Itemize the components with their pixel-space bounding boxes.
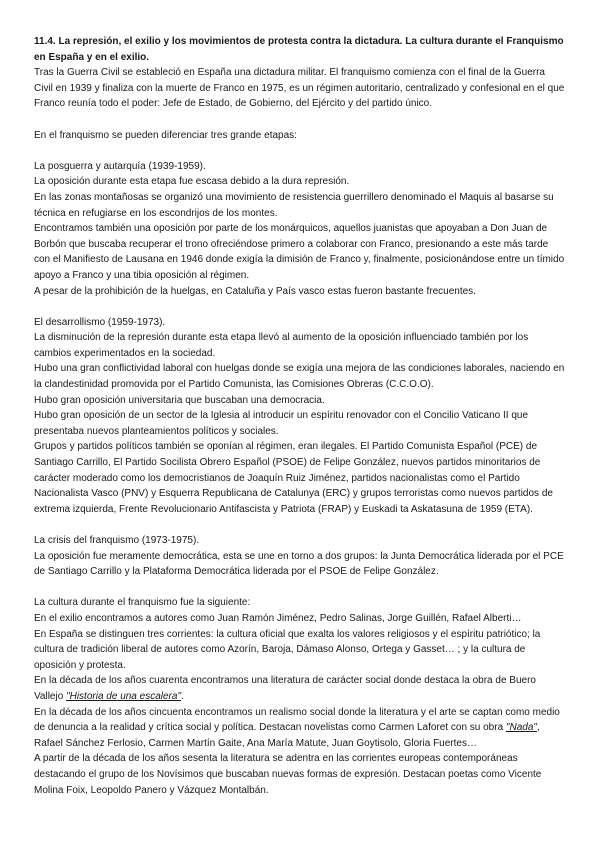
cultura-p3-end: .	[181, 690, 184, 702]
postguerra-paragraph-4: A pesar de la prohibición de la huelgas, en Cataluña y País vasco estas fueron bastante frecuentes.	[34, 285, 476, 297]
postguerra-paragraph-2: En las zonas montañosas se organizó una movimiento de resistencia guerrillero denominado el Maquis al basarse su técnica en refugiarse en los escondrijos de los montes.	[34, 191, 554, 219]
spacer	[34, 143, 566, 159]
crisis-heading: La crisis del franquismo (1973-1975).	[34, 535, 200, 546]
postguerra-heading: La posguerra y autarquía (1939-1959).	[34, 160, 206, 172]
cultura-p4-text: En la década de los años cincuenta encontramos un realismo social donde la literatura y el arte se captan como medio de denuncia a la realidad y crítica social y política. Destacan novelistas como Carmen Laforet con su obra	[34, 706, 560, 734]
cultura-paragraph-5: A partir de la década de los años sesenta la literatura se adentra en las corrientes europeas contemporáneas destacando el grupo de los Novísimos que buscaban nuevas formas de expresión. Destacan poetas como Vicente Molina Foix, Leopoldo Panero y Vázquez Montalbán.	[34, 753, 542, 796]
cultura-p3-text: En la década de los años cuarenta encontramos una literatura de carácter social donde destaca la obra de Buero Vallejo	[34, 675, 536, 702]
document-title: 11.4. La represión, el exilio y los movimientos de protesta contra la dictadura. La cultura durante el Franquismo en España y en el exilio.	[34, 36, 564, 63]
desarrollismo-paragraph-2: Hubo una gran conflictividad laboral con huelgas donde se exigía una mejora de las condiciones laborales, naciendo en la clandestinidad promovida por el Partido Comunista, las Comisiones Obreras (C.C.O.O).	[34, 363, 565, 391]
cultura-p4-end: , Rafael Sánchez Ferlosio, Carmen Martín Gaite, Ana María Matute, Juan Goytisolo, Gloria Fuertes…	[34, 722, 540, 749]
cultura-paragraph-1: En el exilio encontramos a autores como Juan Ramón Jiménez, Pedro Salinas, Jorge Guillén, Rafael Alberti…	[34, 612, 522, 624]
work-title-nada: "Nada"	[505, 722, 537, 734]
desarrollismo-paragraph-5: Grupos y partidos políticos también se oponían al régimen, eran ilegales. El Partido Comunista Español (PCE) de Santiago Carrillo, El Partido Socilista Obrero Español (PSOE) de Felipe González, nuevos partidos minoritarios de carácter moderado como los democristianos de Joaquín Ruiz Jiménez, partidos nacionalistas como el Partido Nacionalista Vasco (PNV) y Esquerra Republicana de Catalunya (ERC) y grupos terroristas como nuevos partidos de extrema izquierda, Frente Revolucionario Antifascista y Patriota (FRAP) y Euskadi ta Askatasuna de 1959 (ETA).	[34, 441, 553, 515]
desarrollismo-heading: El desarrollismo (1959-1973).	[34, 316, 166, 328]
cultura-heading: La cultura durante el franquismo fue la siguiente:	[34, 597, 251, 609]
spacer	[34, 517, 566, 533]
work-title-historia-de-una-escalera: "Historia de una escalera"	[66, 690, 181, 702]
postguerra-paragraph-1: La oposición durante esta etapa fue escasa debido a la dura represión.	[34, 176, 350, 188]
intro-paragraph: Tras la Guerra Civil se estableció en España una dictadura militar. El franquismo comienza con el final de la Guerra Civil en 1939 y finaliza con la muerte de Franco en 1975, es un régimen autoritario, centralizado y confesional en el que Franco reunía todo el poder: Jefe de Estado, de Gobierno, del Ejército y del partido único.	[34, 67, 565, 110]
cultura-paragraph-4	[34, 705, 566, 752]
postguerra-paragraph-3: Encontramos también una oposición por parte de los monárquicos, aquellos juanistas que apoyaban a Don Juan de Borbón que buscaba recuperar el trono ofreciéndose primero a colaborar con Franco, presionando a este más tarde con el Manifiesto de Lausana en 1946 donde exigía la dimisión de Franco y, finalmente, posicionándose entre un tímido apoyo a Franco y una tibia oposición al régimen.	[34, 223, 565, 281]
cultura-paragraph-3	[34, 673, 566, 704]
spacer	[34, 299, 566, 315]
desarrollismo-paragraph-1: La disminución de la represión durante esta etapa llevó al aumento de la oposición influenciado también por los cambios experimentados en la sociedad.	[34, 332, 529, 359]
desarrollismo-paragraph-3: Hubo gran oposición universitaria que buscaban una democracia.	[34, 394, 325, 406]
desarrollismo-paragraph-4: Hubo gran oposición de un sector de la Iglesia al introducir un espíritu renovador con el Concilio Vaticano II que presentaba nuevos planteamientos políticos y sociales.	[34, 410, 528, 437]
document-page	[34, 34, 566, 798]
crisis-paragraph-1: La oposición fue meramente democrática, esta se une en torno a dos grupos: la Junta Democrática liderada por el PCE de Santiago Carrillo y la Plataforma Democrática liderada por el PSOE de Felipe González.	[34, 550, 564, 578]
spacer	[34, 112, 566, 128]
stages-intro: En el franquismo se pueden diferenciar tres grande etapas:	[34, 129, 297, 141]
spacer	[34, 580, 566, 596]
cultura-paragraph-2: En España se distinguen tres corrientes: la cultura oficial que exalta los valores religiosos y el espíritu patriótico; la cultura de tradición liberal de autores como Azorín, Baroja, Dámaso Alonso, Ortega y Gasset… ; y la cultura de oposición y protesta.	[34, 628, 541, 671]
